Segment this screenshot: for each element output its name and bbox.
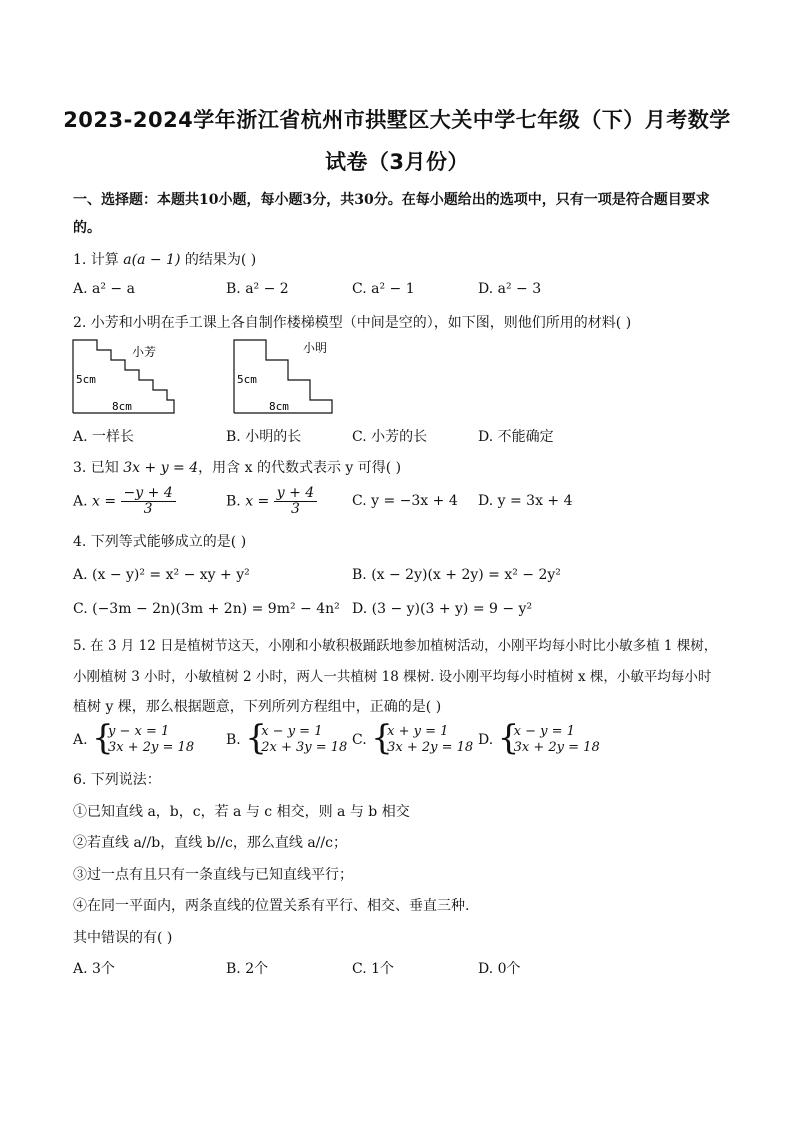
q5-option-a-label: A. xyxy=(73,732,88,748)
q5-option-a-system xyxy=(92,718,195,758)
q6-option-a[interactable]: A. 3个 xyxy=(73,961,115,977)
q1-stem-suffix: 的结果为( ) xyxy=(180,252,257,268)
q5-option-b[interactable] xyxy=(226,718,348,758)
q5-option-b-label: B. xyxy=(226,732,241,748)
question-2-stem: 2. 小芳和小明在手工课上各自制作楼梯模型（中间是空的），如下图，则他们所用的材料( ) xyxy=(73,315,632,331)
question-1-stem xyxy=(73,249,256,269)
question-5-stem-line3: 植树 y 棵，那么根据题意，下列所列方程组中，正确的是( ) xyxy=(73,699,442,715)
q1-option-d[interactable]: D. a² − 3 xyxy=(478,281,542,297)
system-equation-2: 3x + 2y = 18 xyxy=(108,740,195,755)
q6-statement-4: ④在同一平面内，两条直线的位置关系有平行、相交、垂直三种. xyxy=(73,898,470,914)
fraction-denominator: 3 xyxy=(143,501,153,517)
figure-height-label-xiaoming: 5cm xyxy=(237,373,257,386)
system-equation-2: 2x + 3y = 18 xyxy=(261,740,348,755)
question-6-stem: 6. 下列说法： xyxy=(73,772,161,788)
fraction-denominator: 3 xyxy=(291,501,300,517)
question-4-stem: 4. 下列等式能够成立的是( ) xyxy=(73,534,247,550)
question-3-stem xyxy=(73,457,401,477)
figure-width-label-xiaoming: 8cm xyxy=(269,400,289,413)
q3-option-b-fraction xyxy=(274,486,317,517)
q4-option-c[interactable]: C. (−3m − 2n)(3m + 2n) = 9m² − 4n² xyxy=(73,601,340,617)
q5-option-d-label: D. xyxy=(478,732,494,748)
q3-option-a-label: A. xyxy=(73,493,93,510)
q1-stem-prefix: 1. 计算 xyxy=(73,252,124,268)
system-equation-1: x − y = 1 xyxy=(261,724,323,739)
figure-label-xiaofang: 小芳 xyxy=(132,345,157,359)
q6-option-c[interactable]: C. 1个 xyxy=(352,961,395,977)
exam-title-line2: 试卷（3月份） xyxy=(324,150,470,174)
q6-statement-3: ③过一点有且只有一条直线与已知直线平行； xyxy=(73,867,353,883)
q4-option-d[interactable]: D. (3 − y)(3 + y) = 9 − y² xyxy=(352,601,533,617)
system-equation-1: x − y = 1 xyxy=(513,724,575,739)
q4-option-a[interactable]: A. (x − y)² = x² − xy + y² xyxy=(73,567,250,583)
q5-option-a[interactable] xyxy=(73,718,195,758)
brace-icon: { xyxy=(371,718,393,758)
q3-option-a-fraction xyxy=(121,486,176,517)
section-heading-line1: 一、选择题：本题共10小题，每小题3分，共30分。在每小题给出的选项中，只有一项是符合题目要求 xyxy=(73,192,710,208)
q5-option-c[interactable] xyxy=(352,718,474,758)
q5-option-c-system xyxy=(371,718,474,758)
q3-stem-suffix: ，用含 x 的代数式表示 y 可得( ) xyxy=(198,460,402,476)
system-equation-2: 3x + 2y = 18 xyxy=(387,740,474,755)
q6-question: 其中错误的有( ) xyxy=(73,930,173,946)
q3-option-d[interactable]: D. y = 3x + 4 xyxy=(478,493,573,509)
q6-statement-2: ②若直线 a//b，直线 b//c，那么直线 a//c； xyxy=(73,835,347,851)
q3-option-b-lhs: x = xyxy=(245,493,270,510)
question-5-stem-line1: 5. 在 3 月 12 日是植树节这天，小刚和小敏积极踊跃地参加植树活动，小刚平均每小时比小敏多植 1 棵树， xyxy=(73,638,718,654)
q5-option-c-label: C. xyxy=(352,732,367,748)
q1-stem-expression: a(a − 1) xyxy=(123,252,181,268)
q2-option-b[interactable]: B. 小明的长 xyxy=(226,429,302,445)
figure-label-xiaoming: 小明 xyxy=(303,341,328,355)
brace-icon: { xyxy=(497,718,520,758)
q2-option-a[interactable]: A. 一样长 xyxy=(73,429,135,445)
q3-stem-equation: 3x + y = 4 xyxy=(123,460,199,476)
brace-icon: { xyxy=(245,718,267,758)
q1-option-c[interactable]: C. a² − 1 xyxy=(352,281,415,297)
system-equation-2: 3x + 2y = 18 xyxy=(513,740,600,755)
staircase-figure-xiaofang xyxy=(70,336,180,416)
q1-option-b[interactable]: B. a² − 2 xyxy=(226,281,289,297)
staircase-figure-xiaoming xyxy=(231,336,341,416)
q4-option-b[interactable]: B. (x − 2y)(x + 2y) = x² − 2y² xyxy=(352,567,561,583)
section-heading-line2: 的。 xyxy=(73,220,101,236)
fraction-numerator: −y + 4 xyxy=(121,486,176,502)
q3-option-b[interactable] xyxy=(226,486,317,517)
q3-option-b-label: B. xyxy=(226,493,246,510)
q2-option-c[interactable]: C. 小芳的长 xyxy=(352,429,428,445)
question-5-stem-line2: 小刚植树 3 小时，小敏植树 2 小时，两人一共植树 18 棵树. 设小刚平均每小时植树 x 棵，小敏平均每小时 xyxy=(73,669,712,685)
figure-width-label-xiaofang: 8cm xyxy=(112,400,132,413)
q3-option-c[interactable]: C. y = −3x + 4 xyxy=(352,493,458,509)
system-equation-1: y − x = 1 xyxy=(108,724,170,739)
q1-option-a[interactable]: A. a² − a xyxy=(73,281,135,297)
exam-title-line1: 2023-2024学年浙江省杭州市拱墅区大关中学七年级（下）月考数学 xyxy=(63,108,731,132)
fraction-numerator: y + 4 xyxy=(274,486,317,502)
figure-height-label-xiaofang: 5cm xyxy=(76,373,96,386)
q6-option-d[interactable]: D. 0个 xyxy=(478,961,521,977)
q3-option-a-lhs: x = xyxy=(92,493,117,510)
q5-option-d-system xyxy=(497,718,600,758)
q5-option-b-system xyxy=(245,718,348,758)
q6-statement-1: ①已知直线 a，b，c，若 a 与 c 相交，则 a 与 b 相交 xyxy=(73,804,410,820)
brace-icon: { xyxy=(92,718,114,758)
q3-option-a[interactable] xyxy=(73,486,176,517)
q2-option-d[interactable]: D. 不能确定 xyxy=(478,429,554,445)
system-equation-1: x + y = 1 xyxy=(387,724,449,739)
q5-option-d[interactable] xyxy=(478,718,600,758)
q6-option-b[interactable]: B. 2个 xyxy=(226,961,269,977)
q3-stem-prefix: 3. 已知 xyxy=(73,460,124,476)
